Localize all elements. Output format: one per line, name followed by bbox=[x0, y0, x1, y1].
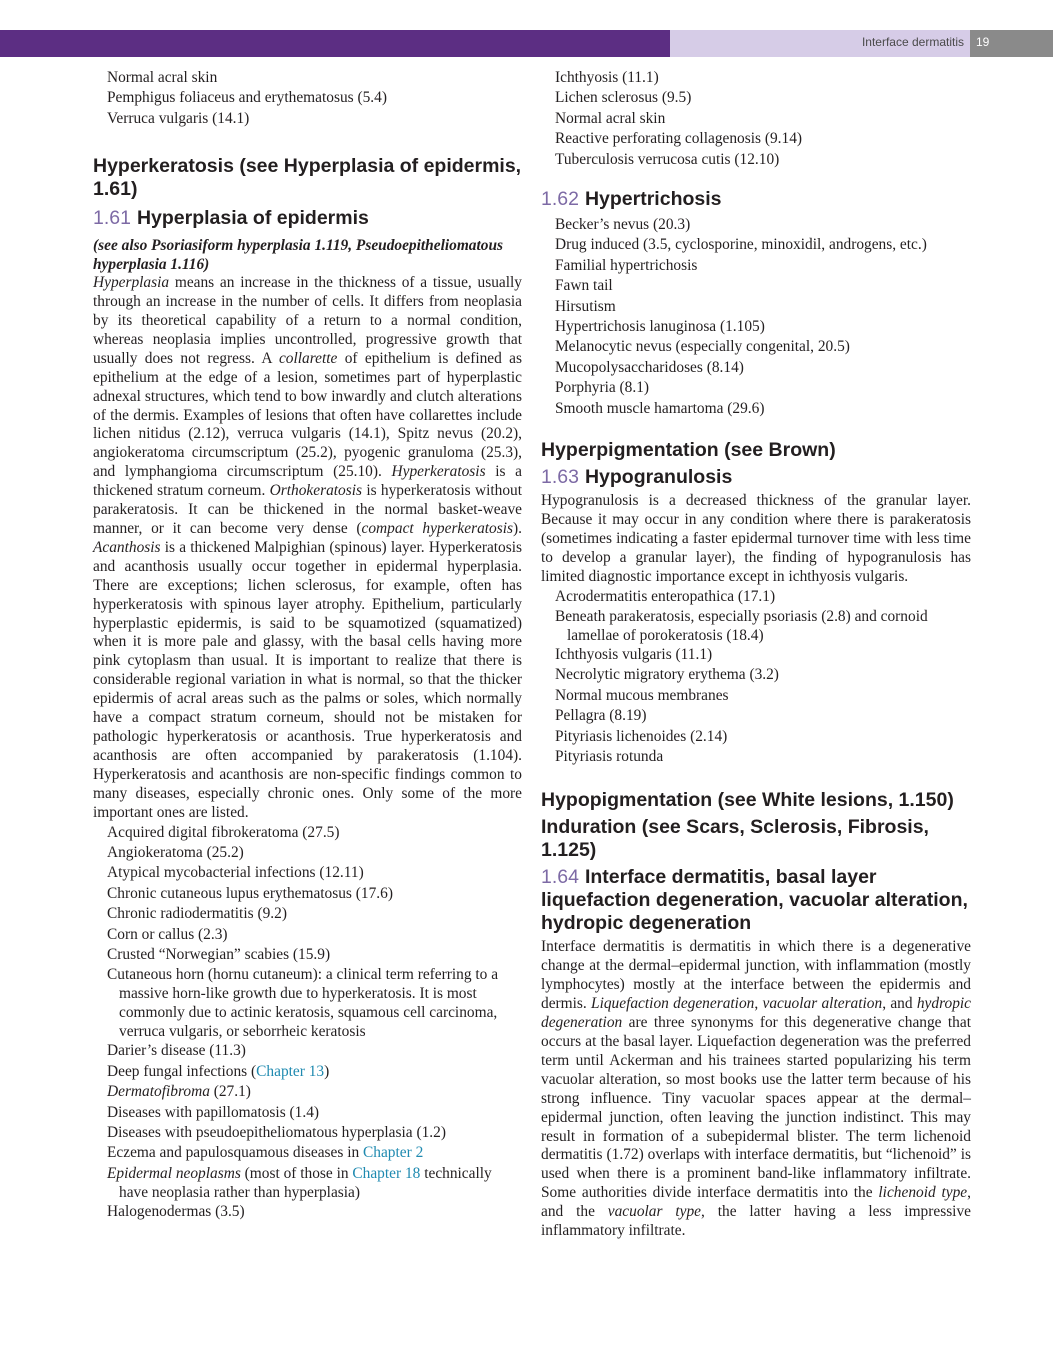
section-title: Interface dermatitis, basal layer liquefaction degeneration, vacuolar alteration, hydropic degeneration bbox=[541, 866, 968, 935]
list-item: Verruca vulgaris (14.1) bbox=[107, 109, 250, 127]
text-span: technically have neoplasia rather than hyperplasia) bbox=[119, 1164, 492, 1201]
paragraph-hypogranulosis: Hypogranulosis is a decreased thickness of the granular layer. Because it may occur in any condition where there is parakeratosis (sometimes indicating a faster epidermal turnover time with less time to develop a granular layer), the finding of hypogranulosis has limited diagnostic importance except in ichthyosis vulgaris. bbox=[541, 492, 971, 585]
list-item: Diseases with papillomatosis (1.4) bbox=[107, 1103, 320, 1121]
text-span: compact hyperkeratosis bbox=[361, 520, 514, 537]
list-item: Tuberculosis verrucosa cutis (12.10) bbox=[555, 150, 780, 168]
text-span: , and the bbox=[541, 1184, 971, 1221]
section-title: Hypogranulosis bbox=[584, 466, 733, 489]
list-item bbox=[93, 1143, 522, 1163]
text-span: Acanthosis bbox=[93, 538, 161, 556]
list-item: Familial hypertrichosis bbox=[555, 256, 698, 274]
text-span: are three synonyms for this degenerative change that occurs at the basal layer. Liquefaction degeneration was the preferred term until Ackerman and his trainees started popularizing his term vacuolar alteration, so most books use the latter term because of his strong influence. Tiny vacuolar spaces appear at the dermal–epidermal junction, often leaving the junction indistinct. This may result in formation of a subepidermal blister. The term lichenoid dermatitis (1.72) overlaps with interface dermatitis, but “lichenoid” is used when there is a prominent band-like inflammatory infiltrate. Some authorities divide interface dermatitis into the bbox=[541, 1014, 971, 1202]
text-span: Liquefaction degeneration bbox=[591, 995, 755, 1013]
list-item: Halogenodermas (3.5) bbox=[107, 1202, 245, 1220]
list-item bbox=[93, 1062, 522, 1082]
list-item: Corn or callus (2.3) bbox=[107, 925, 228, 943]
text-span: (27.1) bbox=[209, 1083, 251, 1101]
list-item: Beneath parakeratosis, especially psoriasis (2.8) and cornoid lamellae of porokeratosis (18.4) bbox=[555, 608, 928, 645]
section-note: (see also Psoriasiform hyperplasia 1.119, Pseudoepitheliomatous hyperplasia 1.116) bbox=[93, 237, 504, 274]
list-item: Normal acral skin bbox=[107, 69, 218, 86]
list-item: Chronic radiodermatitis (9.2) bbox=[107, 905, 287, 923]
text-span: hydropic degeneration bbox=[541, 995, 971, 1032]
heading-section-1-64 bbox=[541, 866, 971, 935]
text-span: Deep fungal infections ( bbox=[107, 1062, 257, 1080]
text-span: ) bbox=[324, 1062, 330, 1080]
text-span: vacuolar type bbox=[607, 1203, 701, 1221]
heading-section-1-63 bbox=[541, 466, 971, 489]
list-item: Pityriasis rotunda bbox=[555, 748, 664, 766]
list-item: Necrolytic migratory erythema (3.2) bbox=[555, 666, 779, 684]
heading-section-1-62 bbox=[541, 188, 971, 211]
list-item: Crusted “Norwegian” scabies (15.9) bbox=[107, 945, 331, 963]
section-number: 1.62 bbox=[541, 188, 579, 211]
text-span: Dermatofibroma bbox=[107, 1083, 210, 1101]
section-number: 1.64 bbox=[541, 866, 579, 889]
text-span: is a thickened Malpighian (spinous) layer. Hyperkeratosis and acanthosis usually occur together in epidermal hyperplasia. There are exceptions; lichen sclerosus, for example, often has hyperkeratosis with spinous layer atrophy. Epithelium, particularly hyperplastic epidermis, is said to be squamotized (squamatized) when it is more pale and glassy, with the basal cells having more pink cytoplasm than usual. It is important to realize that there is considerable regional variation in what is normal, so that the thicker epidermis of acral areas such as the palms or soles, which normally have a compact stratum corneum, should not be mistaken for pathologic hyperkeratosis or acanthosis. True hyperkeratosis and acanthosis are often accompanied by parakeratosis (1.104). Hyperkeratosis and acanthosis are non-specific findings common to many diseases, especially chronic ones. Only some of the more important ones are listed. bbox=[93, 538, 522, 821]
heading-hyperkeratosis: Hyperkeratosis (see Hyperplasia of epidermis, 1.61) bbox=[93, 155, 522, 201]
paragraph-interface-dermatitis bbox=[541, 938, 971, 1241]
list-item: Diseases with pseudoepitheliomatous hyperplasia (1.2) bbox=[107, 1123, 446, 1141]
section-number: 1.61 bbox=[93, 207, 131, 230]
list-item: Mucopolysaccharidoses (8.14) bbox=[555, 358, 744, 376]
list-item: Melanocytic nevus (especially congenital, 20.5) bbox=[555, 338, 850, 356]
list-item: Normal mucous membranes bbox=[555, 686, 729, 704]
list-item: Normal acral skin bbox=[555, 109, 666, 127]
list-item bbox=[93, 1082, 522, 1102]
list-item: Ichthyosis vulgaris (11.1) bbox=[555, 646, 713, 664]
running-title: Interface dermatitis bbox=[861, 35, 964, 49]
heading-hyperpigmentation: Hyperpigmentation (see Brown) bbox=[541, 439, 836, 462]
text-span: (most of those in bbox=[240, 1164, 353, 1182]
list-item: Atypical mycobacterial infections (12.11) bbox=[107, 864, 364, 882]
list-item: Pityriasis lichenoides (2.14) bbox=[555, 727, 728, 745]
header-bar-grey bbox=[970, 30, 1053, 57]
list-item: Lichen sclerosus (9.5) bbox=[555, 89, 692, 107]
list-item: Hirsutism bbox=[555, 297, 616, 315]
text-span: is a thickened stratum corneum. bbox=[93, 463, 523, 500]
chapter-13-link[interactable]: Chapter 13 bbox=[256, 1062, 325, 1080]
text-span: Epidermal neoplasms bbox=[107, 1164, 241, 1182]
text-span: lichenoid type bbox=[878, 1184, 968, 1202]
list-item: Fawn tail bbox=[555, 277, 613, 295]
list-item: Angiokeratoma (25.2) bbox=[107, 843, 244, 861]
text-span: , bbox=[754, 995, 763, 1013]
text-span: Hyperplasia bbox=[93, 274, 170, 292]
header-bar-purple bbox=[0, 30, 670, 57]
text-span: , the latter having a less impressive inflammatory infiltrate. bbox=[541, 1203, 971, 1240]
header-bar-lilac bbox=[670, 30, 970, 57]
list-item: Smooth muscle hamartoma (29.6) bbox=[555, 399, 765, 417]
text-span: vacuolar alteration bbox=[762, 995, 883, 1013]
list-item: Becker’s nevus (20.3) bbox=[555, 216, 691, 234]
heading-induration: Induration (see Scars, Sclerosis, Fibrosis, 1.125) bbox=[541, 816, 929, 862]
text-span: of epithelium is defined as epithelium at the edge of a lesion, sometimes part of hyperplastic adnexal structures, which tend to bow inwardly and clutch alterations of the dermis. Examples of lesions that often have collarettes include lichen nitidus (2.12), verruca vulgaris (14.1), Spitz nevus (20.2), angiokeratoma circumscriptum (25.2), pyogenic granuloma (25.3), and lymphangioma circumscriptum (25.10). bbox=[93, 349, 522, 481]
text-span: Hyperkeratosis bbox=[391, 463, 486, 481]
section-title: Hypertrichosis bbox=[584, 188, 722, 211]
list-item: Pellagra (8.19) bbox=[555, 707, 647, 725]
section-number: 1.63 bbox=[541, 466, 579, 489]
chapter-18-link[interactable]: Chapter 18 bbox=[352, 1164, 421, 1182]
paragraph-hyperplasia bbox=[93, 274, 522, 822]
list-item: Reactive perforating collagenosis (9.14) bbox=[555, 130, 803, 148]
list-item: Darier’s disease (11.3) bbox=[107, 1042, 246, 1060]
list-item: Ichthyosis (11.1) bbox=[555, 69, 659, 86]
list-item: Porphyria (8.1) bbox=[555, 379, 650, 397]
heading-hypopigmentation: Hypopigmentation (see White lesions, 1.150) bbox=[541, 789, 954, 812]
section-title: Hyperplasia of epidermis bbox=[136, 207, 369, 230]
left-column bbox=[93, 68, 522, 1222]
list-item: Cutaneous horn (hornu cutaneum): a clinical term referring to a massive horn-like growth due to hyperkeratosis. It is most commonly due to actinic keratosis, squamous cell carcinoma, verruca vulgaris, or seborrheic keratosis bbox=[107, 966, 499, 1041]
page-number: 19 bbox=[976, 35, 990, 49]
list-item: Pemphigus foliaceus and erythematosus (5.4) bbox=[107, 89, 387, 107]
page-header bbox=[0, 30, 1053, 57]
text-span: is hyperkeratosis without parakeratosis. It can be thickened in the normal basket-weave manner, or it can become very dense ( bbox=[93, 482, 522, 537]
text-span: Interface dermatitis is dermatitis in which there is a degenerative change at the dermal–epidermal junction, with inflammation (mostly lymphocytes) mostly at the interface between the epidermis and dermis. bbox=[541, 938, 971, 1013]
list-item bbox=[93, 1164, 522, 1202]
list-item: Chronic cutaneous lupus erythematosus (17.6) bbox=[107, 884, 393, 902]
text-span: Orthokeratosis bbox=[269, 482, 362, 500]
list-item: Acrodermatitis enteropathica (17.1) bbox=[555, 587, 776, 605]
heading-section-1-61 bbox=[93, 207, 522, 230]
text-span: , and bbox=[882, 995, 917, 1013]
text-span: Eczema and papulosquamous diseases in bbox=[107, 1144, 364, 1162]
text-span: means an increase in the thickness of a tissue, usually through an increase in the number of cells. It differs from neoplasia by its theoretical capability of a return to a normal condition, whereas neoplasia implies uncontrolled, progressive growth that usually does not regress. A bbox=[93, 274, 522, 367]
list-item: Acquired digital fibrokeratoma (27.5) bbox=[107, 823, 340, 841]
chapter-2-link[interactable]: Chapter 2 bbox=[363, 1144, 424, 1162]
right-column bbox=[541, 68, 971, 1241]
list-item: Hypertrichosis lanuginosa (1.105) bbox=[555, 318, 765, 336]
text-span: ). bbox=[513, 520, 522, 537]
text-span: collarette bbox=[278, 349, 338, 367]
list-item: Drug induced (3.5, cyclosporine, minoxidil, androgens, etc.) bbox=[555, 236, 927, 254]
